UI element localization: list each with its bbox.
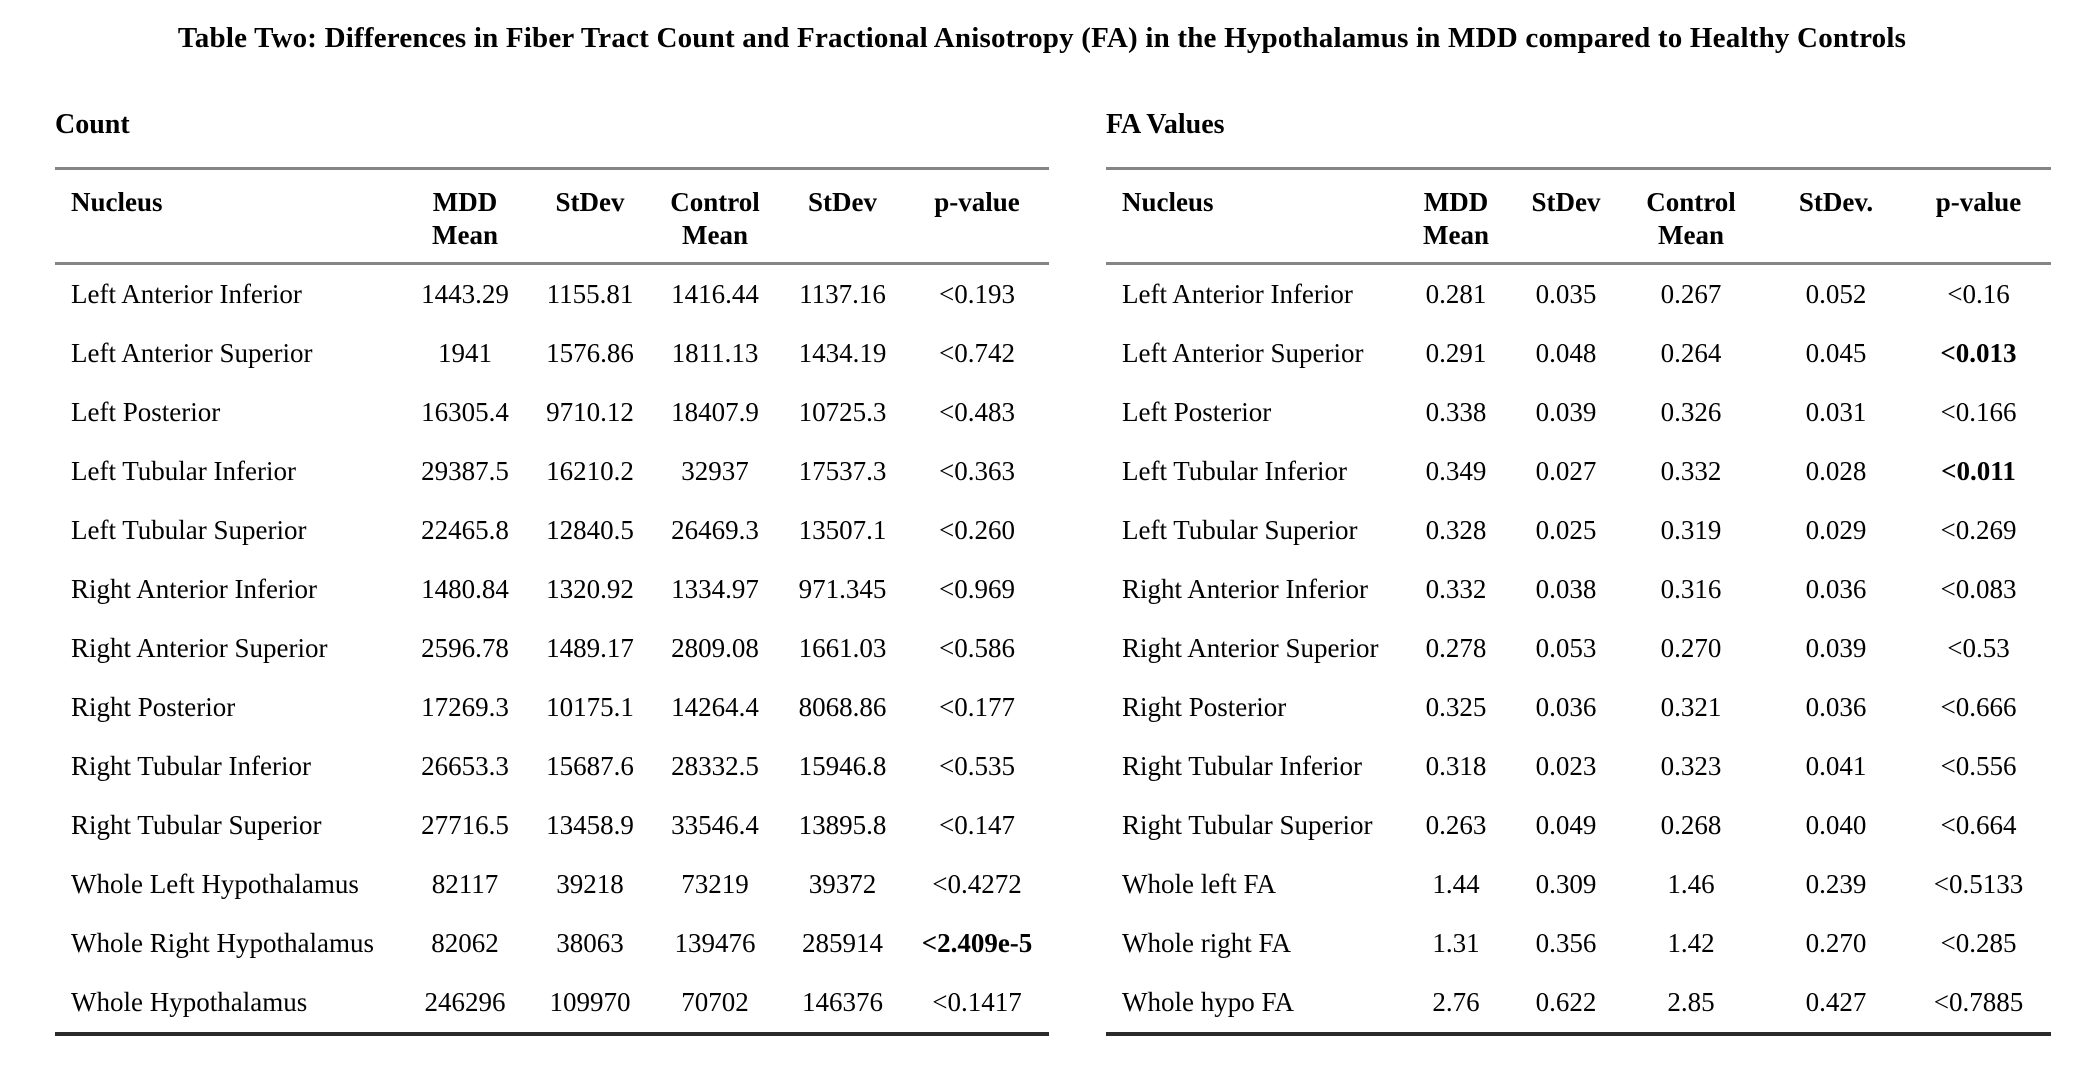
value-cell: 26653.3: [421, 751, 509, 781]
nucleus-cell: Left Posterior: [71, 397, 221, 427]
nucleus-cell: Right Tubular Superior: [1122, 810, 1373, 840]
value-cell: 0.291: [1425, 338, 1487, 368]
nucleus-cell: Right Anterior Inferior: [71, 574, 317, 604]
count-header-row: [55, 169, 1049, 264]
column-header-line: StDev: [555, 187, 625, 217]
column-header: [1106, 169, 1396, 264]
value-cell: 32937: [681, 456, 749, 486]
value-cell: 0.268: [1660, 810, 1722, 840]
value-cell: 73219: [681, 869, 749, 899]
value-cell: <0.556: [1940, 751, 2017, 781]
value-cell: 1.42: [1667, 928, 1715, 958]
value-cell: 0.281: [1425, 279, 1487, 309]
value-cell: 1.44: [1432, 869, 1480, 899]
nucleus-cell: Left Anterior Inferior: [1122, 279, 1353, 309]
table-row: [1106, 855, 2051, 914]
value-cell: <0.535: [939, 751, 1015, 781]
value-cell: 0.321: [1660, 692, 1722, 722]
column-header-line: StDev: [1531, 187, 1601, 217]
column-header-line: Mean: [432, 220, 498, 250]
value-cell: 17537.3: [798, 456, 887, 486]
column-header: [1766, 169, 1906, 264]
value-cell: 0.045: [1805, 338, 1867, 368]
nucleus-cell: Left Tubular Inferior: [1122, 456, 1347, 486]
value-cell: <0.16: [1947, 279, 2010, 309]
value-cell: 0.028: [1805, 456, 1867, 486]
nucleus-cell: Left Tubular Inferior: [71, 456, 296, 486]
table-row: [1106, 914, 2051, 973]
table-row: [55, 264, 1049, 325]
value-cell: 0.023: [1535, 751, 1597, 781]
value-cell: 13507.1: [798, 515, 887, 545]
value-cell: 0.039: [1805, 633, 1867, 663]
nucleus-cell: Right Tubular Superior: [71, 810, 322, 840]
value-cell: <0.483: [939, 397, 1015, 427]
column-header-line: p-value: [934, 187, 1020, 217]
fa-values-table: [1106, 167, 2051, 1036]
value-cell: 0.328: [1425, 515, 1487, 545]
value-cell: 0.049: [1535, 810, 1597, 840]
nucleus-cell: Whole Hypothalamus: [71, 987, 308, 1017]
value-cell: 1661.03: [798, 633, 887, 663]
nucleus-cell: Whole Right Hypothalamus: [71, 928, 374, 958]
value-cell: <0.742: [939, 338, 1015, 368]
value-cell: 0.622: [1535, 987, 1597, 1017]
value-cell: 10175.1: [546, 692, 634, 722]
column-header: [55, 169, 400, 264]
value-cell: 0.323: [1660, 751, 1722, 781]
value-cell: 10725.3: [798, 397, 887, 427]
table-row: [1106, 678, 2051, 737]
column-header: [650, 169, 780, 264]
value-cell: 8068.86: [798, 692, 887, 722]
table-row: [55, 383, 1049, 442]
value-cell: <0.013: [1940, 338, 2017, 368]
nucleus-cell: Right Anterior Inferior: [1122, 574, 1368, 604]
nucleus-cell: Right Posterior: [1122, 692, 1287, 722]
value-cell: <0.269: [1940, 515, 2017, 545]
value-cell: 0.263: [1425, 810, 1487, 840]
value-cell: <0.193: [939, 279, 1015, 309]
column-header-line: StDev: [808, 187, 877, 217]
value-cell: 28332.5: [671, 751, 759, 781]
value-cell: 971.345: [798, 574, 887, 604]
nucleus-cell: Whole Left Hypothalamus: [71, 869, 359, 899]
value-cell: 2.85: [1667, 987, 1715, 1017]
value-cell: <0.53: [1947, 633, 2010, 663]
value-cell: 0.316: [1660, 574, 1722, 604]
value-cell: 16210.2: [546, 456, 634, 486]
column-header-line: Mean: [1658, 220, 1724, 250]
nucleus-cell: Left Anterior Superior: [1122, 338, 1364, 368]
table-title: Table Two: Differences in Fiber Tract Count and Fractional Anisotropy (FA) in the Hypothalamus in MDD compared to Healthy Controls: [177, 22, 1907, 54]
value-cell: 22465.8: [421, 515, 509, 545]
column-header: [905, 169, 1049, 264]
value-cell: 14264.4: [671, 692, 759, 722]
value-cell: 1320.92: [546, 574, 634, 604]
value-cell: 0.325: [1425, 692, 1487, 722]
value-cell: 0.267: [1660, 279, 1722, 309]
value-cell: 1334.97: [671, 574, 759, 604]
value-cell: 146376: [802, 987, 883, 1017]
table-row: [55, 737, 1049, 796]
value-cell: 0.036: [1805, 574, 1867, 604]
value-cell: <0.666: [1940, 692, 2017, 722]
table-row: [1106, 383, 2051, 442]
column-header-line: Control: [1646, 187, 1736, 217]
nucleus-cell: Right Posterior: [71, 692, 236, 722]
value-cell: <0.260: [939, 515, 1015, 545]
value-cell: <0.664: [1940, 810, 2017, 840]
value-cell: 12840.5: [546, 515, 634, 545]
value-cell: 0.025: [1535, 515, 1597, 545]
value-cell: 70702: [681, 987, 749, 1017]
value-cell: <0.5133: [1933, 869, 2024, 899]
value-cell: 0.038: [1535, 574, 1597, 604]
value-cell: 0.239: [1805, 869, 1867, 899]
value-cell: 1489.17: [546, 633, 634, 663]
table-row: [55, 855, 1049, 914]
value-cell: 0.031: [1805, 397, 1867, 427]
nucleus-cell: Left Tubular Superior: [71, 515, 307, 545]
value-cell: 139476: [674, 928, 756, 958]
table-row: [1106, 324, 2051, 383]
value-cell: 16305.4: [421, 397, 509, 427]
table-row: [55, 678, 1049, 737]
nucleus-cell: Left Anterior Superior: [71, 338, 313, 368]
table-row: [1106, 796, 2051, 855]
value-cell: 0.053: [1535, 633, 1597, 663]
value-cell: 27716.5: [421, 810, 509, 840]
table-row: [55, 973, 1049, 1034]
value-cell: 0.035: [1535, 279, 1597, 309]
value-cell: 0.332: [1425, 574, 1487, 604]
tables-container: [0, 109, 2084, 1036]
table-row: [55, 560, 1049, 619]
value-cell: 0.349: [1425, 456, 1487, 486]
column-header-line: Control: [670, 187, 760, 217]
value-cell: 1.31: [1432, 928, 1480, 958]
value-cell: 0.041: [1805, 751, 1867, 781]
value-cell: <0.177: [939, 692, 1015, 722]
value-cell: <2.409e-5: [921, 928, 1033, 958]
value-cell: <0.166: [1940, 397, 2017, 427]
column-header: [1516, 169, 1616, 264]
column-header: [400, 169, 530, 264]
table-row: [55, 442, 1049, 501]
value-cell: <0.586: [939, 633, 1015, 663]
table-row: [55, 324, 1049, 383]
value-cell: 15687.6: [546, 751, 634, 781]
value-cell: 38063: [556, 928, 624, 958]
value-cell: 1811.13: [671, 338, 759, 368]
value-cell: 0.338: [1425, 397, 1487, 427]
table-row: [1106, 560, 2051, 619]
column-header: [1906, 169, 2051, 264]
value-cell: 0.040: [1805, 810, 1867, 840]
column-header-line: Nucleus: [71, 187, 163, 217]
table-row: [55, 914, 1049, 973]
value-cell: 39218: [556, 869, 624, 899]
value-cell: 0.278: [1425, 633, 1487, 663]
count-section-label: Count: [55, 109, 130, 140]
nucleus-cell: Right Tubular Inferior: [71, 751, 311, 781]
table-row: [1106, 501, 2051, 560]
table-row: [55, 501, 1049, 560]
value-cell: 39372: [808, 869, 877, 899]
value-cell: 13895.8: [798, 810, 887, 840]
table-row: [1106, 619, 2051, 678]
value-cell: <0.285: [1940, 928, 2017, 958]
table-row: [1106, 264, 2051, 325]
value-cell: 0.036: [1805, 692, 1867, 722]
value-cell: <0.1417: [932, 987, 1022, 1017]
count-table-body: [55, 264, 1049, 1035]
table-row: [55, 619, 1049, 678]
table-row: [1106, 442, 2051, 501]
value-cell: 0.270: [1805, 928, 1867, 958]
value-cell: 18407.9: [671, 397, 759, 427]
value-cell: 1941: [438, 338, 492, 368]
column-header-line: p-value: [1935, 187, 2022, 217]
column-header: [530, 169, 650, 264]
value-cell: 0.029: [1805, 515, 1867, 545]
value-cell: 0.027: [1535, 456, 1597, 486]
nucleus-cell: Whole right FA: [1122, 928, 1291, 958]
fa-values-header-row: [1106, 169, 2051, 264]
value-cell: 17269.3: [421, 692, 509, 722]
value-cell: <0.147: [939, 810, 1015, 840]
value-cell: <0.4272: [932, 869, 1022, 899]
table-row: [1106, 973, 2051, 1034]
column-header-line: MDD: [1423, 187, 1489, 217]
value-cell: 1155.81: [546, 279, 634, 309]
value-cell: 1443.29: [421, 279, 509, 309]
value-cell: 0.319: [1660, 515, 1722, 545]
value-cell: 285914: [802, 928, 883, 958]
value-cell: 13458.9: [546, 810, 634, 840]
count-table: [55, 167, 1049, 1036]
value-cell: 2809.08: [671, 633, 759, 663]
column-header-line: Nucleus: [1122, 187, 1214, 217]
value-cell: 0.036: [1535, 692, 1597, 722]
value-cell: 2.76: [1432, 987, 1480, 1017]
value-cell: 109970: [549, 987, 631, 1017]
value-cell: <0.363: [939, 456, 1015, 486]
value-cell: 0.309: [1535, 869, 1597, 899]
count-section: [55, 109, 1049, 1036]
value-cell: <0.083: [1940, 574, 2017, 604]
column-header-line: StDev.: [1798, 187, 1874, 217]
value-cell: 0.039: [1535, 397, 1597, 427]
value-cell: 1576.86: [546, 338, 634, 368]
value-cell: <0.011: [1941, 456, 2016, 486]
value-cell: 0.427: [1805, 987, 1867, 1017]
value-cell: 33546.4: [671, 810, 759, 840]
table-row: [55, 796, 1049, 855]
value-cell: 0.052: [1805, 279, 1867, 309]
nucleus-cell: Right Tubular Inferior: [1122, 751, 1362, 781]
value-cell: <0.969: [939, 574, 1015, 604]
nucleus-cell: Left Posterior: [1122, 397, 1272, 427]
value-cell: 1137.16: [799, 279, 886, 309]
fa-values-table-body: [1106, 264, 2051, 1035]
table-row: [1106, 737, 2051, 796]
column-header-line: Mean: [682, 220, 748, 250]
value-cell: 0.356: [1535, 928, 1597, 958]
value-cell: 1416.44: [671, 279, 759, 309]
value-cell: 29387.5: [421, 456, 509, 486]
nucleus-cell: Left Tubular Superior: [1122, 515, 1358, 545]
nucleus-cell: Right Anterior Superior: [1122, 633, 1379, 663]
column-header: [1616, 169, 1766, 264]
column-header: [1396, 169, 1516, 264]
value-cell: 1.46: [1667, 869, 1715, 899]
column-header-line: Mean: [1423, 220, 1489, 250]
value-cell: 0.318: [1425, 751, 1487, 781]
nucleus-cell: Left Anterior Inferior: [71, 279, 302, 309]
value-cell: 9710.12: [546, 397, 634, 427]
fa-values-section: [1106, 109, 2051, 1036]
value-cell: 15946.8: [798, 751, 887, 781]
column-header: [780, 169, 905, 264]
nucleus-cell: Right Anterior Superior: [71, 633, 328, 663]
value-cell: 1434.19: [798, 338, 887, 368]
value-cell: 82117: [431, 869, 499, 899]
value-cell: 1480.84: [421, 574, 509, 604]
nucleus-cell: Whole hypo FA: [1122, 987, 1294, 1017]
value-cell: 0.332: [1660, 456, 1722, 486]
value-cell: 0.326: [1660, 397, 1722, 427]
value-cell: 0.270: [1660, 633, 1722, 663]
value-cell: 26469.3: [671, 515, 759, 545]
value-cell: 0.264: [1660, 338, 1722, 368]
column-header-line: MDD: [432, 187, 498, 217]
value-cell: <0.7885: [1933, 987, 2024, 1017]
value-cell: 82062: [431, 928, 499, 958]
value-cell: 0.048: [1535, 338, 1597, 368]
nucleus-cell: Whole left FA: [1122, 869, 1276, 899]
value-cell: 246296: [424, 987, 506, 1017]
fa-values-section-label: FA Values: [1106, 109, 1225, 140]
value-cell: 2596.78: [421, 633, 509, 663]
